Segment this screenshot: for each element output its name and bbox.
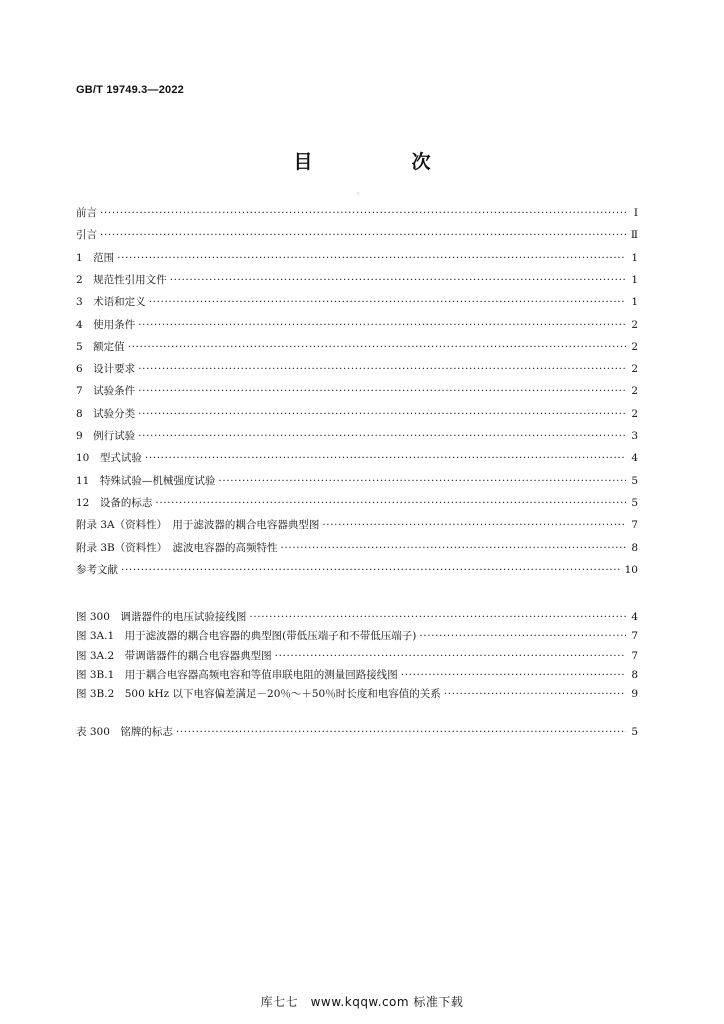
dot-leader	[218, 473, 626, 489]
dot-leader	[176, 724, 626, 740]
dot-leader	[138, 406, 626, 422]
toc-entry-page-number: 2	[631, 385, 638, 398]
toc-entry-page-number: 5	[631, 474, 638, 487]
toc-entry-page-number: 3	[631, 430, 638, 442]
toc-entry[interactable]	[76, 227, 638, 243]
toc-entry-page-number: Ⅰ	[633, 207, 638, 219]
dot-leader	[117, 250, 626, 266]
toc-entry[interactable]	[76, 294, 638, 310]
toc-entry-page-number: 1	[631, 251, 638, 264]
toc-entry[interactable]	[76, 361, 638, 377]
figure-entry-label: 图 3A.2 带调谐器件的耦合电容器典型图	[76, 649, 272, 662]
toc-entry[interactable]	[76, 495, 638, 511]
page-title: 目 次	[293, 151, 471, 173]
toc-entry-label: 2 规范性引用文件	[76, 273, 167, 286]
toc-entry[interactable]	[76, 517, 638, 533]
dot-leader	[149, 294, 626, 310]
toc-entry-label: 附录 3A（资料性） 用于滤波器的耦合电容器典型图	[76, 519, 320, 532]
dot-leader	[401, 667, 626, 683]
toc-entry-label: 5 额定值	[76, 340, 125, 353]
toc-entry-page-number: 8	[631, 541, 638, 554]
dot-leader	[121, 562, 621, 578]
toc-entry-page-number: 10	[624, 563, 638, 576]
dot-leader	[100, 205, 626, 221]
toc-entry[interactable]	[76, 339, 638, 355]
toc-entry-label: 7 试验条件	[76, 385, 136, 398]
toc-entry[interactable]	[76, 272, 638, 288]
toc-entry-page-number: 1	[631, 296, 638, 309]
toc-entry[interactable]	[76, 205, 638, 221]
toc-entry-page-number: 5	[631, 496, 638, 509]
figure-entry-label: 图 3B.1 用于耦合电容器高频电容和等值串联电阻的测量回路接线图	[76, 668, 398, 681]
dot-leader	[170, 272, 626, 288]
dot-leader	[145, 450, 626, 466]
dot-leader	[280, 540, 626, 556]
dot-leader	[138, 428, 626, 444]
toc-entry[interactable]	[76, 450, 638, 466]
dot-leader	[419, 628, 626, 644]
figure-entry-page-number: 7	[631, 630, 638, 643]
table-entry[interactable]	[76, 724, 638, 740]
toc-entry-label: 前言	[76, 207, 97, 219]
dot-leader	[444, 686, 626, 702]
toc-entry[interactable]	[76, 406, 638, 422]
dot-leader	[275, 648, 626, 664]
figure-entry-label: 图 3B.2 500 kHz 以下电容偏差满足－20％～＋50％时长度和电容值的关系	[76, 688, 441, 701]
toc-entry-label: 6 设计要求	[76, 363, 136, 376]
dot-leader	[249, 609, 626, 625]
toc-entry-page-number: 2	[631, 340, 638, 353]
toc-entry-label: 4 使用条件	[76, 318, 136, 331]
figure-entry-page-number: 9	[631, 688, 638, 701]
toc-entry-page-number: 2	[631, 363, 638, 376]
toc-entry-label: 参考文献	[76, 563, 118, 576]
table-entry-label: 表 300 铭牌的标志	[76, 726, 173, 738]
figure-entry[interactable]	[76, 648, 638, 664]
toc-entry-page-number: 4	[631, 452, 638, 465]
dot-leader	[100, 227, 626, 243]
toc-entry[interactable]	[76, 428, 638, 444]
toc-entry-page-number: 1	[631, 273, 638, 286]
toc-entry[interactable]	[76, 540, 638, 556]
figure-entry[interactable]	[76, 686, 638, 702]
toc-entry-page-number: Ⅱ	[630, 229, 638, 242]
toc-entry-label: 10 型式试验	[76, 452, 142, 465]
toc-entry-label: 8 试验分类	[76, 407, 136, 420]
toc-entry-label: 9 例行试验	[76, 430, 136, 442]
figure-entry[interactable]	[76, 628, 638, 644]
dot-leader	[128, 339, 626, 355]
figure-entry-page-number: 8	[631, 668, 638, 681]
toc-entry[interactable]	[76, 383, 638, 399]
figure-entry[interactable]	[76, 667, 638, 683]
toc-entry[interactable]	[76, 562, 638, 578]
toc-entry-label: 11 特殊试验—机械强度试验	[76, 474, 216, 487]
toc-entry[interactable]	[76, 250, 638, 266]
toc-entry-label: 附录 3B（资料性） 滤波电容器的高频特性	[76, 541, 278, 554]
toc-entry-label: 3 术语和定义	[76, 296, 146, 309]
toc-entry-label: 引言	[76, 229, 97, 242]
dot-leader	[138, 317, 626, 333]
toc-entry-page-number: 7	[631, 519, 638, 532]
center-mark: :	[357, 190, 360, 197]
figure-entry-label: 图 300 调谐器件的电压试验接线图	[76, 611, 247, 623]
figure-entry-page-number: 7	[631, 649, 638, 662]
dot-leader	[322, 517, 626, 533]
figure-entry[interactable]	[76, 609, 638, 625]
toc-entry-page-number: 2	[631, 318, 638, 331]
toc-entry-page-number: 2	[631, 407, 638, 420]
toc-entry-label: 12 设备的标志	[76, 496, 153, 509]
dot-leader	[138, 383, 626, 399]
toc-entry-label: 1 范围	[76, 251, 115, 264]
figure-entry-label: 图 3A.1 用于滤波器的耦合电容器的典型图(带低压端子和不带低压端子)	[76, 630, 417, 643]
dot-leader	[138, 361, 626, 377]
toc-entry[interactable]	[76, 317, 638, 333]
toc-entry[interactable]	[76, 473, 638, 489]
figure-entry-page-number: 4	[631, 611, 638, 623]
dot-leader	[155, 495, 626, 511]
table-entry-page-number: 5	[631, 726, 638, 738]
footer-watermark: 库七七 www.kqqw.com 标准下载	[260, 995, 464, 1009]
standard-number: GB/T 19749.3—2022	[76, 84, 184, 96]
